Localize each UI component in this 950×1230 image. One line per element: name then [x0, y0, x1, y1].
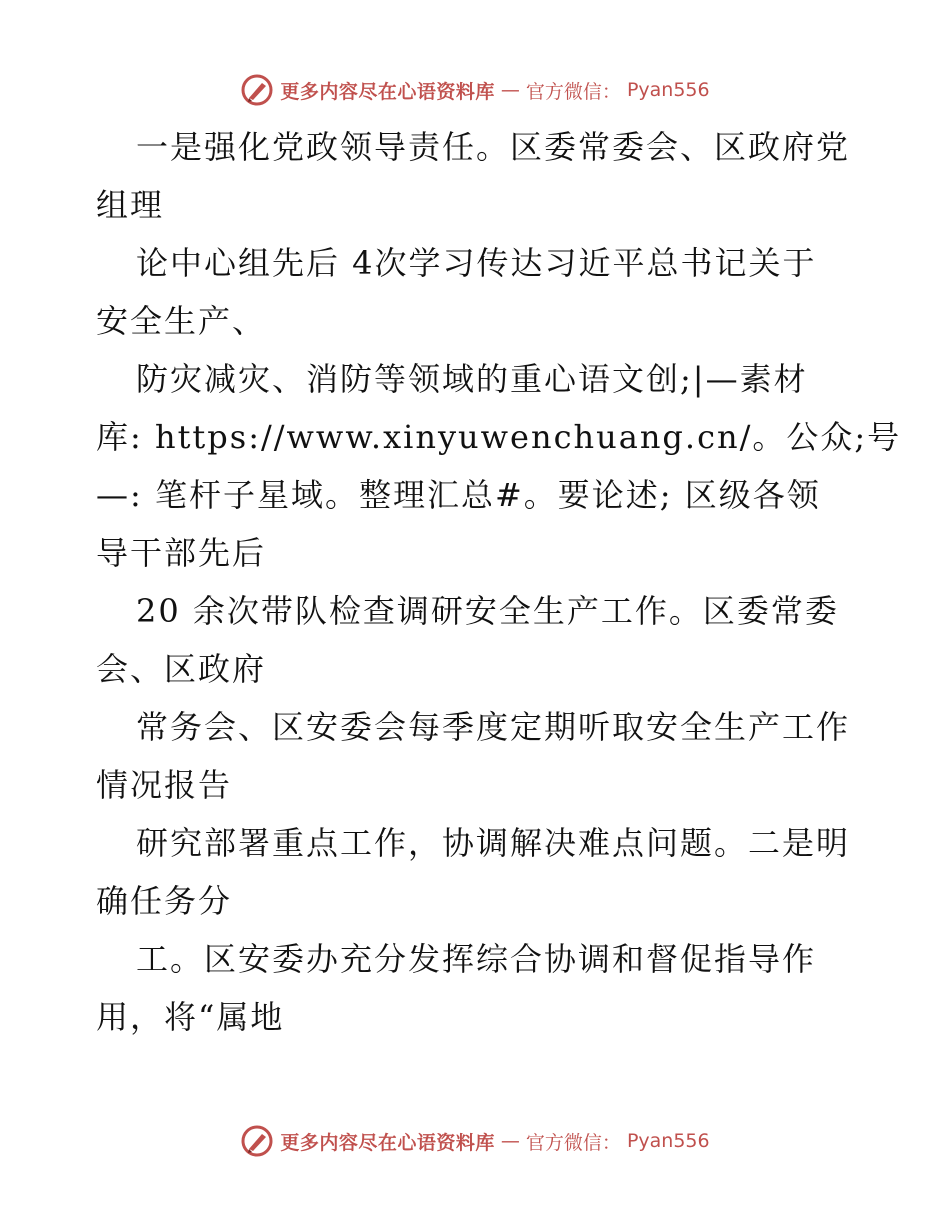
banner-brand: 更多内容尽在心语资料库: [280, 1131, 495, 1154]
banner-separator: —: [500, 1130, 520, 1152]
body-line: 会、区政府: [96, 650, 267, 688]
body-line: 常务会、区安委会每季度定期听取安全生产工作: [136, 708, 851, 746]
body-line: 组理: [96, 186, 165, 224]
body-line: 导干部先后: [96, 534, 267, 572]
body-line: 情况报告: [96, 766, 233, 804]
body-line: 库: https://www.xinyuwenchuang.cn/。公众;号: [96, 418, 902, 456]
banner-wechat-id: Pyan556: [626, 79, 710, 101]
body-line: 安全生产、: [96, 302, 267, 340]
pen-circle-icon: [240, 73, 274, 107]
body-line: 防灾减灾、消防等领域的重心语文创;|—素材: [136, 360, 808, 398]
footer-banner: [0, 1121, 950, 1161]
body-line: 工。区安委办充分发挥综合协调和督促指导作: [136, 940, 817, 978]
body-line: 论中心组先后 4次学习传达习近平总书记关于: [136, 244, 817, 282]
banner-wechat-id: Pyan556: [626, 1130, 710, 1152]
pen-circle-icon: [240, 1124, 274, 1158]
body-line: 研究部署重点工作，协调解决难点问题。二是明: [136, 824, 851, 862]
banner-official-label: 官方微信：: [525, 80, 621, 103]
body-line: 确任务分: [96, 882, 233, 920]
banner-brand: 更多内容尽在心语资料库: [280, 80, 495, 103]
body-line: 一是强化党政领导责任。区委常委会、区政府党: [136, 128, 851, 166]
body-line: 20 余次带队检查调研安全生产工作。区委常委: [136, 592, 839, 630]
header-banner: [0, 70, 950, 110]
banner-separator: —: [500, 79, 520, 101]
body-line: —: 笔杆子星域。整理汇总#。要论述; 区级各领: [96, 476, 821, 514]
document-body: [96, 118, 902, 1046]
banner-official-label: 官方微信：: [525, 1131, 621, 1154]
body-line: 用，将“属地: [96, 998, 285, 1036]
